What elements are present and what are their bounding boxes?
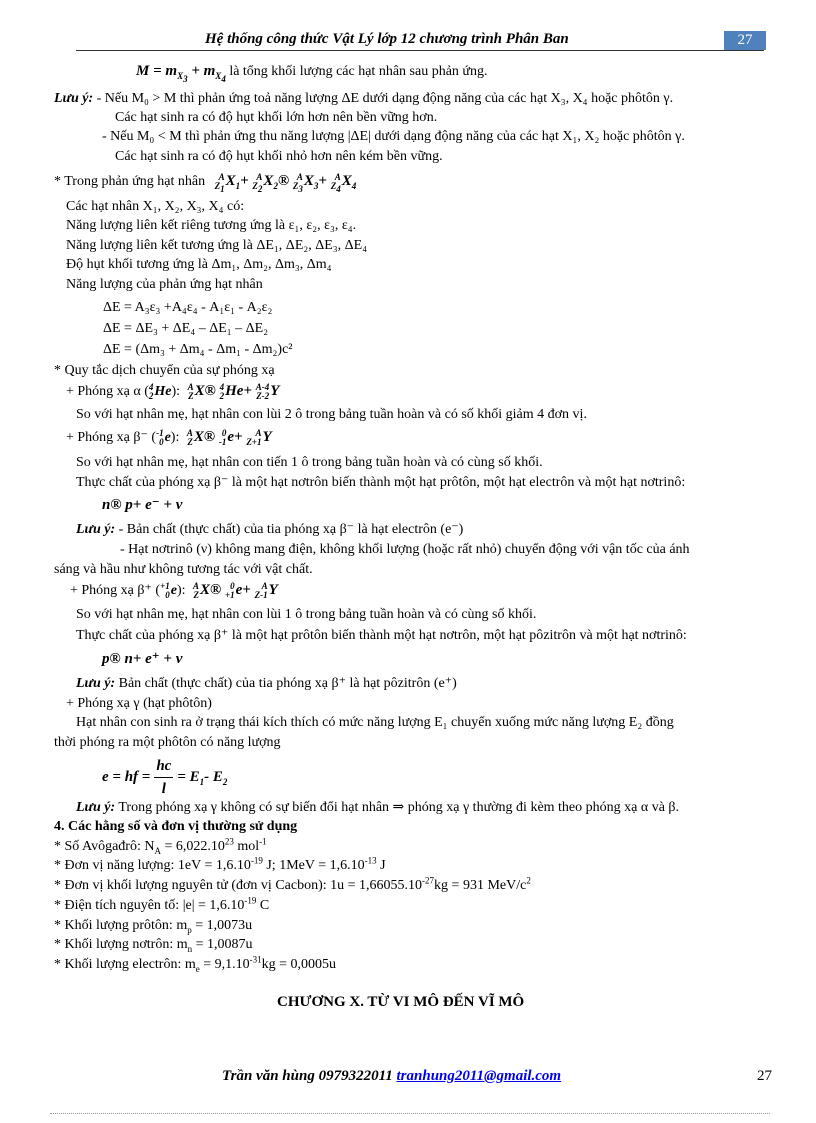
line-neutrino: - Hạt nơtrinô (ν) không mang điện, không khối lượng (hoặc rất nhỏ) chuyển động với vận tốc của ánh <box>120 542 690 557</box>
page-header-title: Hệ thống công thức Vật Lý lớp 12 chương trình Phân Ban <box>205 31 569 47</box>
line-nuclear-reaction: * Trong phản ứng hạt nhân A $Z_1X_1+ A$ $Z_2X_2®$ A $Z_3X_3+ A$ $Z_4X_4$ <box>54 171 357 194</box>
formula-proton-decay: p® n+ e⁺ + ν <box>102 651 183 667</box>
header-rule <box>76 50 764 51</box>
const-avogadro: * Số Avôgađrô: $N_A = 6,022.10^{23}$ mol$^{-1}$ <box>54 836 267 856</box>
note-gamma: Lưu ý: Trong phóng xạ γ không có sự biến đổi hạt nhân ⇒ phóng xạ γ thường đi kèm theo phóng xạ α và β. <box>76 800 680 815</box>
line-mass-after: $M = m_{X_3} + m_{X_4}$ là tổng khối lượng các hạt nhân sau phản ứng. <box>136 63 488 84</box>
line-less-stable: Các hạt sinh ra có độ hụt khối nhỏ hơn nên kém bền vững. <box>115 149 443 164</box>
footer-page-number: 27 <box>757 1068 772 1084</box>
line-displacement-rule: * Quy tắc dịch chuyển của sự phóng xạ <box>54 363 275 378</box>
header-page-number: 27 <box>724 31 766 50</box>
chapter-title: CHƯƠNG X. TỪ VI MÔ ĐẾN VĨ MÔ <box>277 994 525 1010</box>
const-elementary-charge: * Điện tích nguyên tố: $|e| = 1,6.10^{-19}$ C <box>54 895 270 913</box>
line-gamma-desc-cont: thời phóng ra một phôtôn có năng lượng <box>54 735 281 750</box>
formula-photon-energy: e = hf = $\frac{hc}{l}$ = $E_1-$ $E_2$ <box>102 755 227 800</box>
footer-email-link[interactable]: tranhung2011@gmail.com <box>396 1068 562 1084</box>
line-neutrino-cont: sáng và hầu như không tương tác với vật chất. <box>54 562 313 577</box>
line-more-stable: Các hạt sinh ra có độ hụt khối lớn hơn nên bền vững hơn. <box>115 110 438 125</box>
line-nuclei-have: Các hạt nhân X₁, X₂, X₃, X₄ có: <box>66 199 245 214</box>
const-neutron-mass: * Khối lượng nơtrôn: $m_n = 1,0087u$ <box>54 937 253 954</box>
footer-author: Trần văn hùng 0979322011 tranhung2011@gmail.com <box>222 1068 562 1084</box>
note-beta-plus: Lưu ý: Bản chất (thực chất) của tia phóng xạ β⁺ là hạt pôzitrôn (e⁺) <box>76 676 457 691</box>
line-gamma: + Phóng xạ γ (hạt phôtôn) <box>66 696 212 711</box>
section-constants-heading: 4. Các hằng số và đơn vị thường sử dụng <box>54 819 298 834</box>
line-alpha-decay: + Phóng xạ α (4 2He): A ZX® 4 2He+ A-4 Z-2Y <box>66 381 280 401</box>
line-alpha-result: So với hạt nhân mẹ, hạt nhân con lùi 2 ô trong bảng tuần hoàn và có số khối giảm 4 đơn vị. <box>76 407 587 422</box>
line-mass-defect: Độ hụt khối tương ứng là Δm₁, Δm₂, Δm₃, Δm₄ <box>66 257 332 272</box>
line-beta-plus-result: So với hạt nhân mẹ, hạt nhân con lùi 1 ô trong bảng tuần hoàn và có cùng số khối. <box>76 607 537 622</box>
note-beta-minus: Lưu ý: - Bản chất (thực chất) của tia phóng xạ β⁻ là hạt electrôn (e⁻) <box>76 522 464 537</box>
formula-energy-3: ΔE = (Δm₃ + Δm₄ - Δm₁ - Δm₂)c² <box>103 342 293 357</box>
line-beta-minus-result: So với hạt nhân mẹ, hạt nhân con tiến 1 ô trong bảng tuần hoàn và có cùng số khối. <box>76 455 543 470</box>
const-energy-unit: * Đơn vị năng lượng: $1eV = 1,6.10^{-19}$ J; $1MeV = 1,6.10^{-13}$ J <box>54 855 386 873</box>
formula-energy-2: ΔE = ΔE₃ + ΔE₄ – ΔE₁ – ΔE₂ <box>103 321 269 336</box>
line-beta-plus: + Phóng xạ β⁺ (+1 0e): A ZX® 0 +1e+ A Z-1Y <box>70 580 278 600</box>
const-electron-mass: * Khối lượng electrôn: $m_e = 9,1.10^{-31}kg = 0,0005u$ <box>54 954 337 974</box>
note-exothermic: Lưu ý: - Nếu M₀ > M thì phản ứng toả năng lượng ΔE dưới dạng động năng của các hạt X₃, X₄ hoặc phôtôn γ. <box>54 91 674 106</box>
const-proton-mass: * Khối lượng prôtôn: $m_p = 1,0073u$ <box>54 918 253 935</box>
line-endothermic: - Nếu M₀ < M thì phản ứng thu năng lượng |ΔE| dưới dạng động năng của các hạt X₁, X₂ hoặc phôtôn γ. <box>102 129 685 144</box>
formula-energy-1: ΔE = A₃ε₃ +A₄ε₄ - A₁ε₁ - A₂ε₂ <box>103 300 273 315</box>
line-beta-plus-nature: Thực chất của phóng xạ β⁺ là một hạt prôtôn biến thành một hạt nơtrôn, một hạt pôzitrôn và một hạt nơtrinô: <box>76 628 687 643</box>
line-reaction-energy: Năng lượng của phản ứng hạt nhân <box>66 277 263 292</box>
line-beta-minus: + Phóng xạ β⁻ (-1 0e): A ZX® 0 -1e+ A Z+1Y <box>66 427 272 447</box>
line-beta-minus-nature: Thực chất của phóng xạ β⁻ là một hạt nơtrôn biến thành một hạt prôtôn, một hạt electrôn và một hạt nơtrinô: <box>76 475 686 490</box>
line-binding-energy: Năng lượng liên kết tương ứng là ΔE₁, ΔE₂, ΔE₃, ΔE₄ <box>66 238 368 253</box>
line-specific-binding: Năng lượng liên kết riêng tương ứng là ε₁, ε₂, ε₃, ε₄. <box>66 218 357 233</box>
line-gamma-desc: Hạt nhân con sinh ra ở trạng thái kích thích có mức năng lượng E₁ chuyển xuống mức năng lượng E₂ đồng <box>76 715 674 730</box>
footer-dotted-rule <box>50 1113 770 1114</box>
formula-neutron-decay: n® p+ e⁻ + ν <box>102 497 183 513</box>
const-atomic-mass-unit: * Đơn vị khối lượng nguyên tử (đơn vị Cacbon): $1u = 1,66055.10^{-27}kg = 931$ MeV/$c^2$ <box>54 875 531 893</box>
